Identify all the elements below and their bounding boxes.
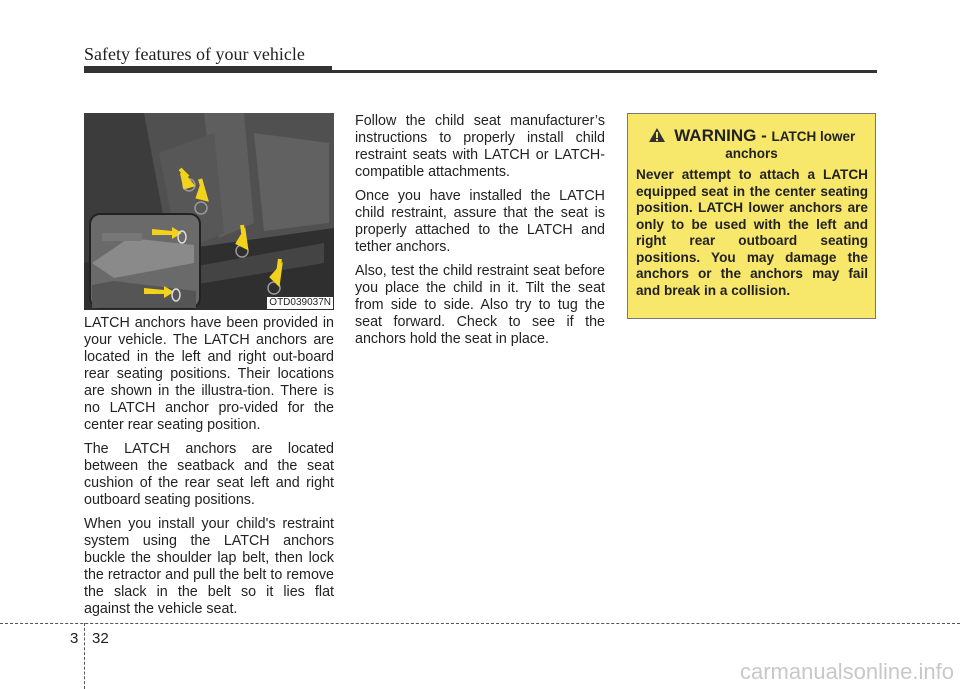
page-header-title: Safety features of your vehicle bbox=[84, 44, 305, 64]
paragraph: Once you have installed the LATCH child restraint, assure that the seat is properly attached to the LATCH and tether anchors. bbox=[355, 188, 605, 255]
paragraph: When you install your child's restraint system using the LATCH anchors buckle the shoulder lap belt, then lock the retractor and pull the belt to remove the slack in the belt so it lies flat against the vehicle seat. bbox=[84, 516, 334, 617]
warning-subtitle: LATCH lower bbox=[771, 129, 856, 144]
seat-photo-svg bbox=[84, 113, 334, 310]
warning-box bbox=[627, 113, 876, 319]
warning-subtitle-line2: anchors bbox=[725, 146, 778, 161]
warning-triangle-icon bbox=[648, 127, 666, 143]
latch-anchor-illustration bbox=[84, 113, 334, 310]
paragraph: The LATCH anchors are located between the seatback and the seat cushion of the rear seat left and right outboard seating positions. bbox=[84, 441, 334, 508]
chapter-number: 3 bbox=[70, 630, 79, 647]
figure-code: OTD039037N bbox=[269, 297, 331, 308]
paragraph: Also, test the child restraint seat before you place the child in it. Tilt the seat from side to side. Also try to tug the seat forward. Check to see if the anchors hold the seat in place. bbox=[355, 263, 605, 347]
page-number: 32 bbox=[92, 630, 109, 647]
warning-heading bbox=[628, 126, 875, 146]
watermark: carmanualsonline.info bbox=[739, 659, 954, 684]
warning-body: Never attempt to attach a LATCH equipped seat in the center seating position. LATCH lower anchors are only to be used with the left and right rear outboard seating positions. You may damage the anchors or the anchors may fail and break in a collision. bbox=[636, 167, 868, 298]
footer-rule bbox=[0, 623, 960, 624]
header-rule bbox=[84, 70, 877, 73]
footer-divider bbox=[84, 623, 85, 689]
column-left-text bbox=[84, 315, 334, 625]
warning-title: WARNING - bbox=[674, 126, 772, 145]
paragraph: Follow the child seat manufacturer’s instructions to properly install child restraint seats with LATCH or LATCH-compatible attachments. bbox=[355, 113, 605, 180]
paragraph: LATCH anchors have been provided in your vehicle. The LATCH anchors are located in the left and right out-board rear seating positions. Their locations are shown in the illustra-tion. There is no LATCH anchor pro-vided for the center rear seating position. bbox=[84, 315, 334, 433]
column-middle-text bbox=[355, 113, 605, 355]
